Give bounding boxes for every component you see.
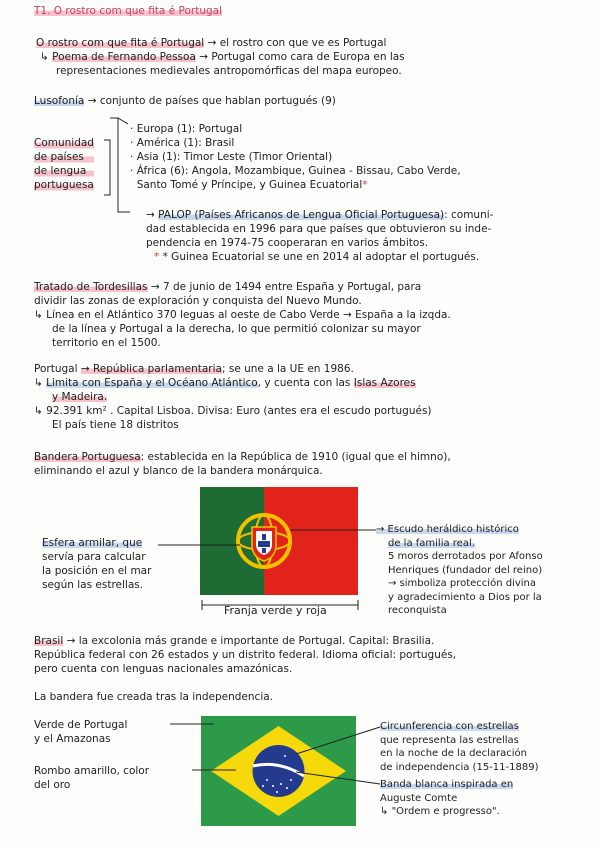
lusofonia-community-label: Comunidad de países de lengua portuguesa xyxy=(34,137,94,191)
lusofonia-heading: Lusofonía → conjunto de países que hablan portugués (9) xyxy=(34,95,336,107)
brasil-circle-note: Circunferencia con estrellas que representa las estrellas en la noche de la declaración de independencia (15-11-1889) xyxy=(380,721,539,773)
intro-line-1: O rostro com que fita é Portugal → el rostro con que ve es Portugal xyxy=(36,37,387,49)
bandera-pt-block: Bandera Portuguesa: establecida en la República de 1910 (igual que el himno), eliminando el azul y blanco de la bandera monárquica. xyxy=(34,451,451,477)
intro-line-2: ↳ Poema de Fernando Pessoa → Portugal como cara de Europa en las xyxy=(40,51,405,63)
brasil-rhombus-note: Rombo amarillo, color del oro xyxy=(34,765,150,791)
page-title: T1. O rostro com que fita é Portugal xyxy=(34,5,222,17)
shield-note: → Escudo heráldico histórico de la familia real. 5 moros derrotados por Afonso Henriques (fundador del reino) → simboliza protección divina y agradecimiento a Dios por la reconquista xyxy=(376,524,543,616)
brasil-band-note: Banda blanca inspirada en Auguste Comte ↳ "Ordem e progresso". xyxy=(380,779,514,817)
lusofonia-item: · Asia (1): Timor Leste (Timor Oriental) xyxy=(130,151,333,163)
flag-stripes-caption: Franja verde y roja xyxy=(224,604,327,617)
armillary-note: Esfera armilar, que servía para calcular la posición en el mar según las estrellas. xyxy=(42,537,152,591)
brasil-block: Brasil → la excolonia más grande e importante de Portugal. Capital: Brasilia. República federal con 26 estados y un distrito federal. Idioma oficial: portugués, pero cuenta con lenguas nacionales amazónicas. xyxy=(34,635,457,675)
palop-block: → PALOP (Países Africanos de Lengua Oficial Portuguesa): comuni- dad establecida en 1996 para que países que obtuvieron su inde- pendencia en 1974-75 cooperaran en varios ámbitos. * * Guinea Ecuatorial se une en 2014 al adoptar el portugués. xyxy=(146,209,494,263)
portugal-block: Portugal → República parlamentaria; se une a la UE en 1986. ↳ Limita con España y el Océano Atlántico, y cuenta con las Islas Azores y Madeira. ↳ 92.391 km² . Capital Lisboa. Divisa: Euro (antes era el escudo portugués) El país tiene 18 distritos xyxy=(34,363,432,431)
lusofonia-item: · Europa (1): Portugal xyxy=(130,123,243,135)
lusofonia-item: · África (6): Angola, Mozambique, Guinea - Bissau, Cabo Verde, xyxy=(130,165,461,177)
brasil-flag-created: La bandera fue creada tras la independencia. xyxy=(34,691,274,703)
lusofonia-item: · América (1): Brasil xyxy=(130,137,235,149)
lusofonia-item: Santo Tomé y Príncipe, y Guinea Ecuatorial* xyxy=(136,179,368,191)
brasil-green-note: Verde de Portugal y el Amazonas xyxy=(34,719,128,745)
intro-line-3: representaciones medievales antropomórficas del mapa europeo. xyxy=(56,65,402,77)
tordesillas-block: Tratado de Tordesillas → 7 de junio de 1494 entre España y Portugal, para dividir las zonas de exploración y conquista del Nuevo Mundo. ↳ Línea en el Atlántico 370 leguas al oeste de Cabo Verde → España a la izqda. de la línea y Portugal a la derecha, lo que permitió colonizar su mayor territorio en el 1500. xyxy=(34,281,451,349)
palop-note: * * Guinea Ecuatorial se une en 2014 al adoptar el portugués. xyxy=(154,251,480,263)
